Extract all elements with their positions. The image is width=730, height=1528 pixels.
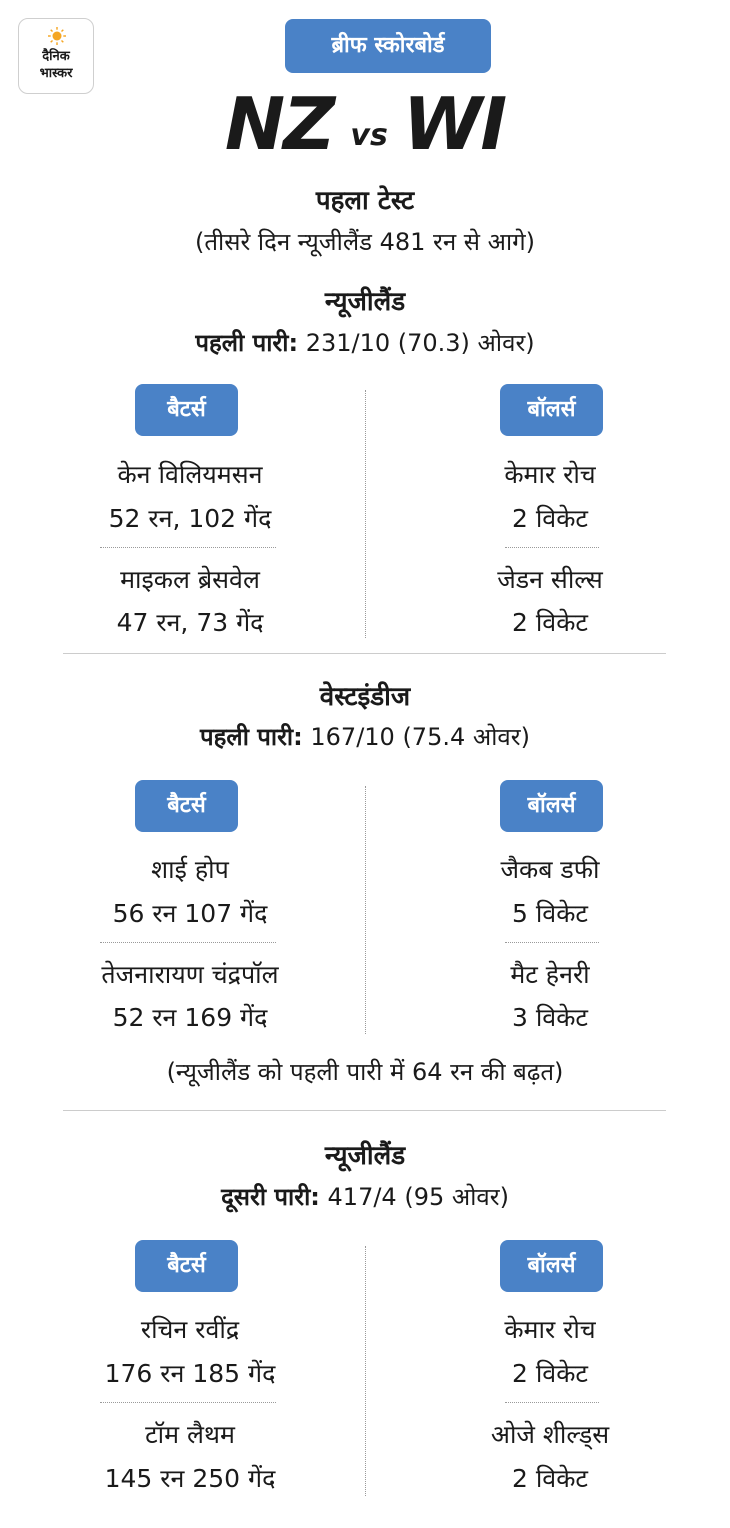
batter-name: तेजनारायण चंद्रपॉल (101, 960, 279, 989)
bowler-name: ओजे शील्ड्स (490, 1420, 610, 1449)
column-divider (365, 786, 366, 1034)
batter-name: माइकल ब्रेसवेल (120, 565, 260, 594)
innings-2-team: वेस्टइंडीज (319, 682, 411, 712)
row-separator (505, 547, 599, 548)
innings-1-team: न्यूजीलैंड (324, 287, 406, 317)
batter-name: टॉम लैथम (145, 1420, 235, 1449)
innings-3-score-line (0, 1180, 730, 1213)
bowler-name: मैट हेनरी (510, 960, 590, 989)
bowler-stat: 2 विकेट (511, 504, 589, 533)
innings-2-bowlers-badge: बॉलर्स (500, 780, 603, 832)
batter-stat: 52 रन, 102 गेंद (108, 504, 272, 533)
batter-name: शाई होप (151, 855, 229, 884)
sun-icon (48, 27, 66, 45)
innings-3-score: 417/4 (95 ओवर) (319, 1183, 509, 1211)
innings-2-batters-badge: बैटर्स (135, 780, 238, 832)
bowler-stat: 5 विकेट (511, 899, 589, 928)
bowler-name: जेडन सील्स (497, 565, 603, 594)
lead-note: (न्यूजीलैंड को पहली पारी में 64 रन की बढ़त) (166, 1058, 564, 1086)
bowler-stat: 3 विकेट (511, 1003, 589, 1032)
bowler-stat: 2 विकेट (511, 1464, 589, 1493)
innings-2-label: पहली पारी: (200, 723, 303, 751)
matchup-heading (0, 84, 730, 164)
innings-1-score-line (0, 326, 730, 359)
batter-name: केन विलियमसन (117, 460, 263, 489)
match-status: (तीसरे दिन न्यूजीलैंड 481 रन से आगे) (194, 228, 536, 256)
innings-1-batters-badge: बैटर्स (135, 384, 238, 436)
row-separator (100, 547, 276, 548)
brief-scoreboard-badge: ब्रीफ स्कोरबोर्ड (285, 19, 491, 73)
row-separator (505, 1402, 599, 1403)
row-separator (100, 942, 276, 943)
innings-1-bowlers-badge: बॉलर्स (500, 384, 603, 436)
batter-stat: 52 रन 169 गेंद (112, 1003, 268, 1032)
section-divider (63, 1110, 666, 1111)
section-divider (63, 653, 666, 654)
dainik-bhaskar-logo (18, 18, 94, 94)
bowler-stat: 2 विकेट (511, 608, 589, 637)
innings-3-team: न्यूजीलैंड (324, 1141, 406, 1171)
innings-2-score-line (0, 720, 730, 753)
row-separator (505, 942, 599, 943)
team1-code: NZ (224, 82, 334, 166)
batter-stat: 145 रन 250 गेंद (104, 1464, 276, 1493)
innings-1-label: पहली पारी: (195, 329, 299, 357)
column-divider (365, 1246, 366, 1496)
bowler-stat: 2 विकेट (511, 1359, 589, 1388)
batter-stat: 176 रन 185 गेंद (104, 1359, 276, 1388)
innings-3-bowlers-badge: बॉलर्स (500, 1240, 603, 1292)
innings-3-batters-badge: बैटर्स (135, 1240, 238, 1292)
row-separator (100, 1402, 276, 1403)
match-title: पहला टेस्ट (315, 186, 415, 216)
team2-code: WI (402, 82, 506, 166)
logo-line-2: भास्कर (39, 66, 73, 81)
bowler-name: केमार रोच (504, 1315, 596, 1344)
batter-stat: 56 रन 107 गेंद (112, 899, 268, 928)
bowler-name: जैकब डफी (500, 855, 600, 884)
vs-label: vs (350, 118, 388, 153)
innings-2-score: 167/10 (75.4 ओवर) (302, 723, 530, 751)
bowler-name: केमार रोच (504, 460, 596, 489)
batter-name: रचिन रवींद्र (140, 1315, 240, 1344)
logo-line-1: दैनिक (42, 49, 70, 64)
innings-3-label: दूसरी पारी: (221, 1183, 320, 1211)
innings-1-score: 231/10 (70.3) ओवर) (298, 329, 535, 357)
batter-stat: 47 रन, 73 गेंद (116, 608, 264, 637)
column-divider (365, 390, 366, 638)
